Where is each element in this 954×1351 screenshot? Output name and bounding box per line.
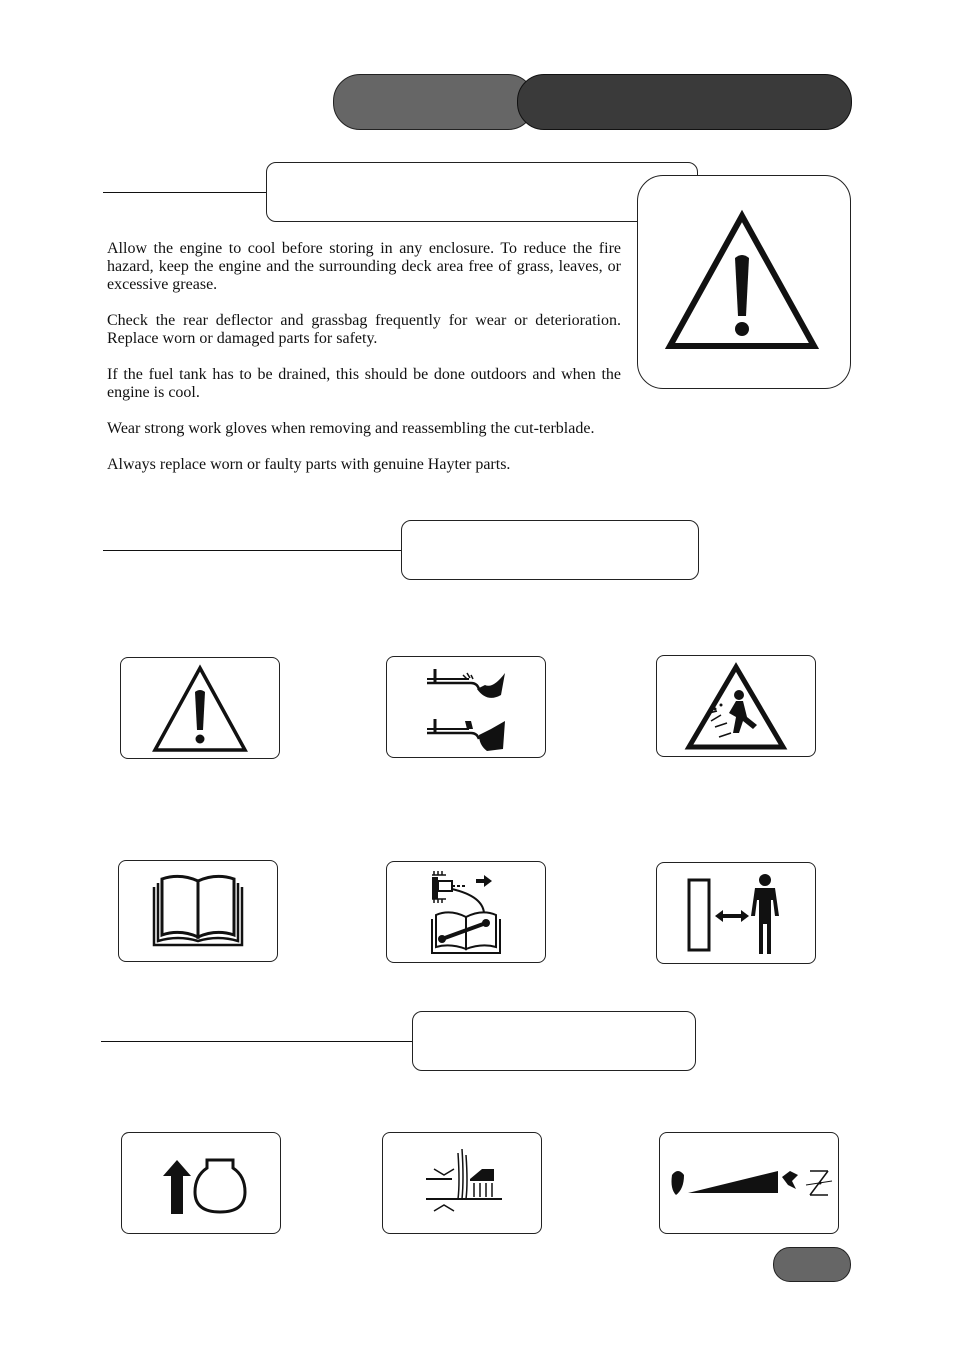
paragraph-genuine-parts: Always replace worn or faulty parts with genuine Hayter parts. xyxy=(107,456,511,473)
throttle-speed-icon xyxy=(664,1153,834,1213)
header-tab-left xyxy=(333,74,535,130)
symbol-thrown-objects xyxy=(656,655,816,757)
section-rule-1 xyxy=(103,192,268,193)
cutting-height-icon xyxy=(422,1143,502,1223)
symbol-throttle xyxy=(659,1132,839,1234)
section-rule-3 xyxy=(101,1041,413,1042)
symbol-disconnect-plug xyxy=(386,861,546,963)
symbol-blade-hazard xyxy=(386,656,546,758)
section-rule-2 xyxy=(103,550,403,551)
disconnect-plug-manual-icon xyxy=(426,867,506,957)
warning-triangle-icon xyxy=(638,176,850,388)
paragraph-fuel-tank: If the fuel tank has to be drained, this should be done outdoors and when the engine is cool. xyxy=(107,366,621,401)
symbol-keep-distance xyxy=(656,862,816,964)
section-heading-box-2 xyxy=(401,520,699,580)
paragraph-cool-engine: Allow the engine to cool before storing in any enclosure. To reduce the fire hazard, keep the engine and the surrounding deck area free of grass, leaves, or excessive grease. xyxy=(107,240,621,293)
symbol-warning xyxy=(120,657,280,759)
engine-start-icon xyxy=(151,1148,251,1218)
safety-text xyxy=(107,240,621,492)
symbol-cutting-height xyxy=(382,1132,542,1234)
page-number-pill xyxy=(773,1247,851,1282)
warning-panel xyxy=(637,175,851,389)
header-tab-right xyxy=(517,74,852,130)
thrown-objects-hazard-icon xyxy=(681,661,791,751)
paragraph-gloves: Wear strong work gloves when removing and reassembling the cut-terblade. xyxy=(107,420,595,437)
keep-distance-icon xyxy=(681,870,791,956)
symbol-engine-start xyxy=(121,1132,281,1234)
warning-triangle-icon xyxy=(145,660,255,756)
section-heading-box-1 xyxy=(266,162,698,222)
read-manual-icon xyxy=(148,871,248,951)
section-heading-box-3 xyxy=(412,1011,696,1071)
symbol-read-manual xyxy=(118,860,278,962)
paragraph-rear-deflector: Check the rear deflector and grassbag frequently for wear or deterioration. Replace worn or damaged parts for safety. xyxy=(107,312,621,347)
blade-hand-foot-hazard-icon xyxy=(421,659,511,755)
